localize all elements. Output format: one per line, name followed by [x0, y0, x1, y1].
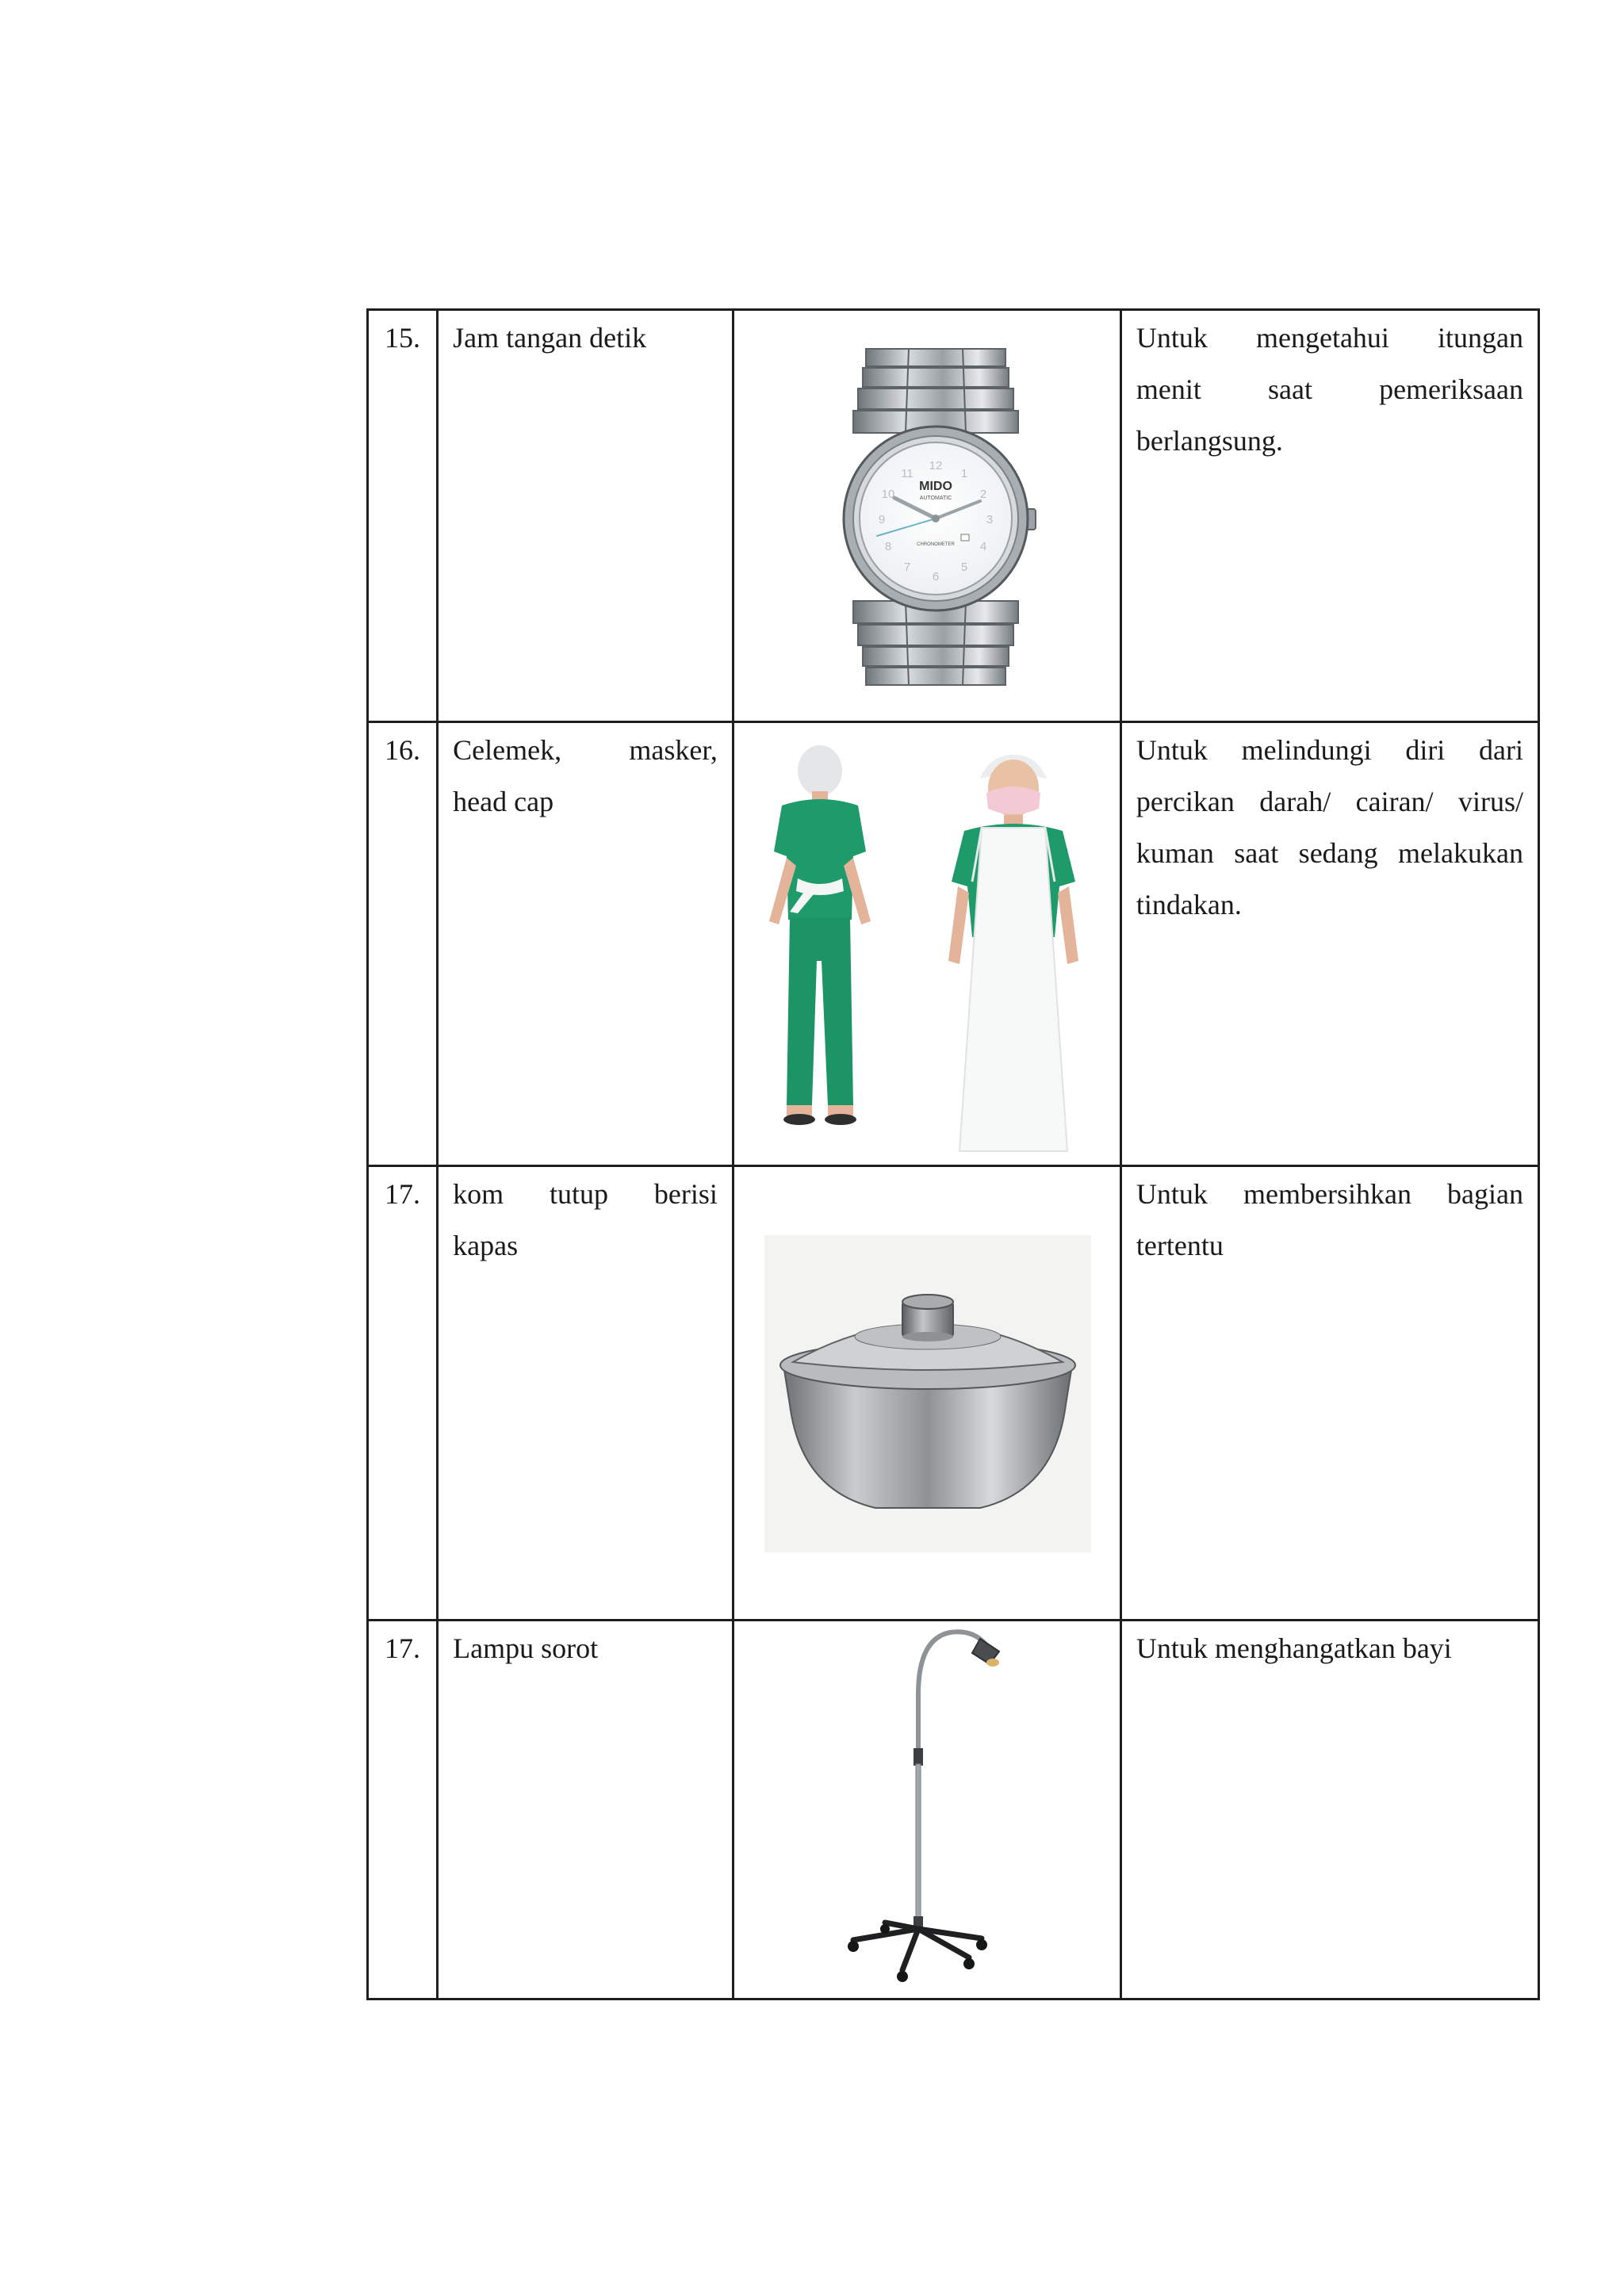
item-description-cell [1120, 1621, 1538, 1999]
lidded-bowl-image [734, 1167, 1121, 1615]
watch-brand: MIDO [919, 480, 952, 493]
item-name: kom tutup berisi kapas [453, 1178, 718, 1261]
row-number: 17. [385, 1632, 420, 1664]
floor-lamp-image [734, 1621, 1121, 1994]
item-description: Untuk membersihkan bagian tertentu [1136, 1178, 1523, 1261]
row-number-cell [368, 310, 438, 722]
row-number-cell [368, 1621, 438, 1999]
dial-numeral: 3 [986, 513, 994, 526]
item-name-cell [438, 310, 733, 722]
equipment-table [366, 308, 1540, 2000]
dial-numeral: 10 [881, 488, 895, 501]
row-number: 16. [385, 734, 420, 766]
item-description-cell [1120, 310, 1538, 722]
item-image-cell [733, 1166, 1120, 1621]
dial-numeral: 9 [878, 513, 886, 526]
person-back-view [769, 745, 871, 1125]
row-number-cell [368, 722, 438, 1166]
dial-numeral: 5 [960, 561, 968, 574]
item-name: Lampu sorot [453, 1632, 599, 1664]
item-image-cell [733, 310, 1120, 722]
row-number: 15. [385, 322, 420, 354]
apron-mask-headcap-image [734, 723, 1121, 1161]
item-name-cell [438, 722, 733, 1166]
table-row [368, 1621, 1539, 1999]
item-description: Untuk mengetahui itungan menit saat pemeriksaan berlangsung. [1136, 322, 1523, 457]
item-description-cell [1120, 1166, 1538, 1621]
table-row [368, 1166, 1539, 1621]
table-row [368, 722, 1539, 1166]
item-image-cell [733, 722, 1120, 1166]
watch-model: CHRONOMETER [917, 542, 955, 547]
dial-numeral: 11 [901, 467, 914, 480]
dial-numeral: 4 [979, 540, 987, 553]
item-image-cell [733, 1621, 1120, 1999]
table-row [368, 310, 1539, 722]
person-front-view [948, 755, 1078, 1151]
watch-sub: AUTOMATIC [919, 496, 952, 501]
row-number: 17. [385, 1178, 420, 1210]
dial-numeral: 7 [903, 561, 911, 574]
row-number-cell [368, 1166, 438, 1621]
dial-numeral: 2 [979, 488, 987, 501]
dial-numeral: 6 [932, 570, 940, 584]
dial-numeral: 8 [884, 540, 892, 553]
dial-numeral: 1 [960, 467, 968, 480]
item-name: Jam tangan detik [453, 322, 647, 354]
wristwatch-image [734, 311, 1121, 717]
item-name-cell [438, 1621, 733, 1999]
item-name-cell [438, 1166, 733, 1621]
item-name: Celemek, masker, head cap [453, 734, 718, 817]
dial-numeral: 12 [929, 459, 943, 473]
item-description-cell [1120, 722, 1538, 1166]
item-description: Untuk melindungi diri dari percikan darah/ cairan/ virus/ kuman saat sedang melakukan tindakan. [1136, 734, 1523, 920]
item-description: Untuk menghangatkan bayi [1136, 1632, 1452, 1664]
